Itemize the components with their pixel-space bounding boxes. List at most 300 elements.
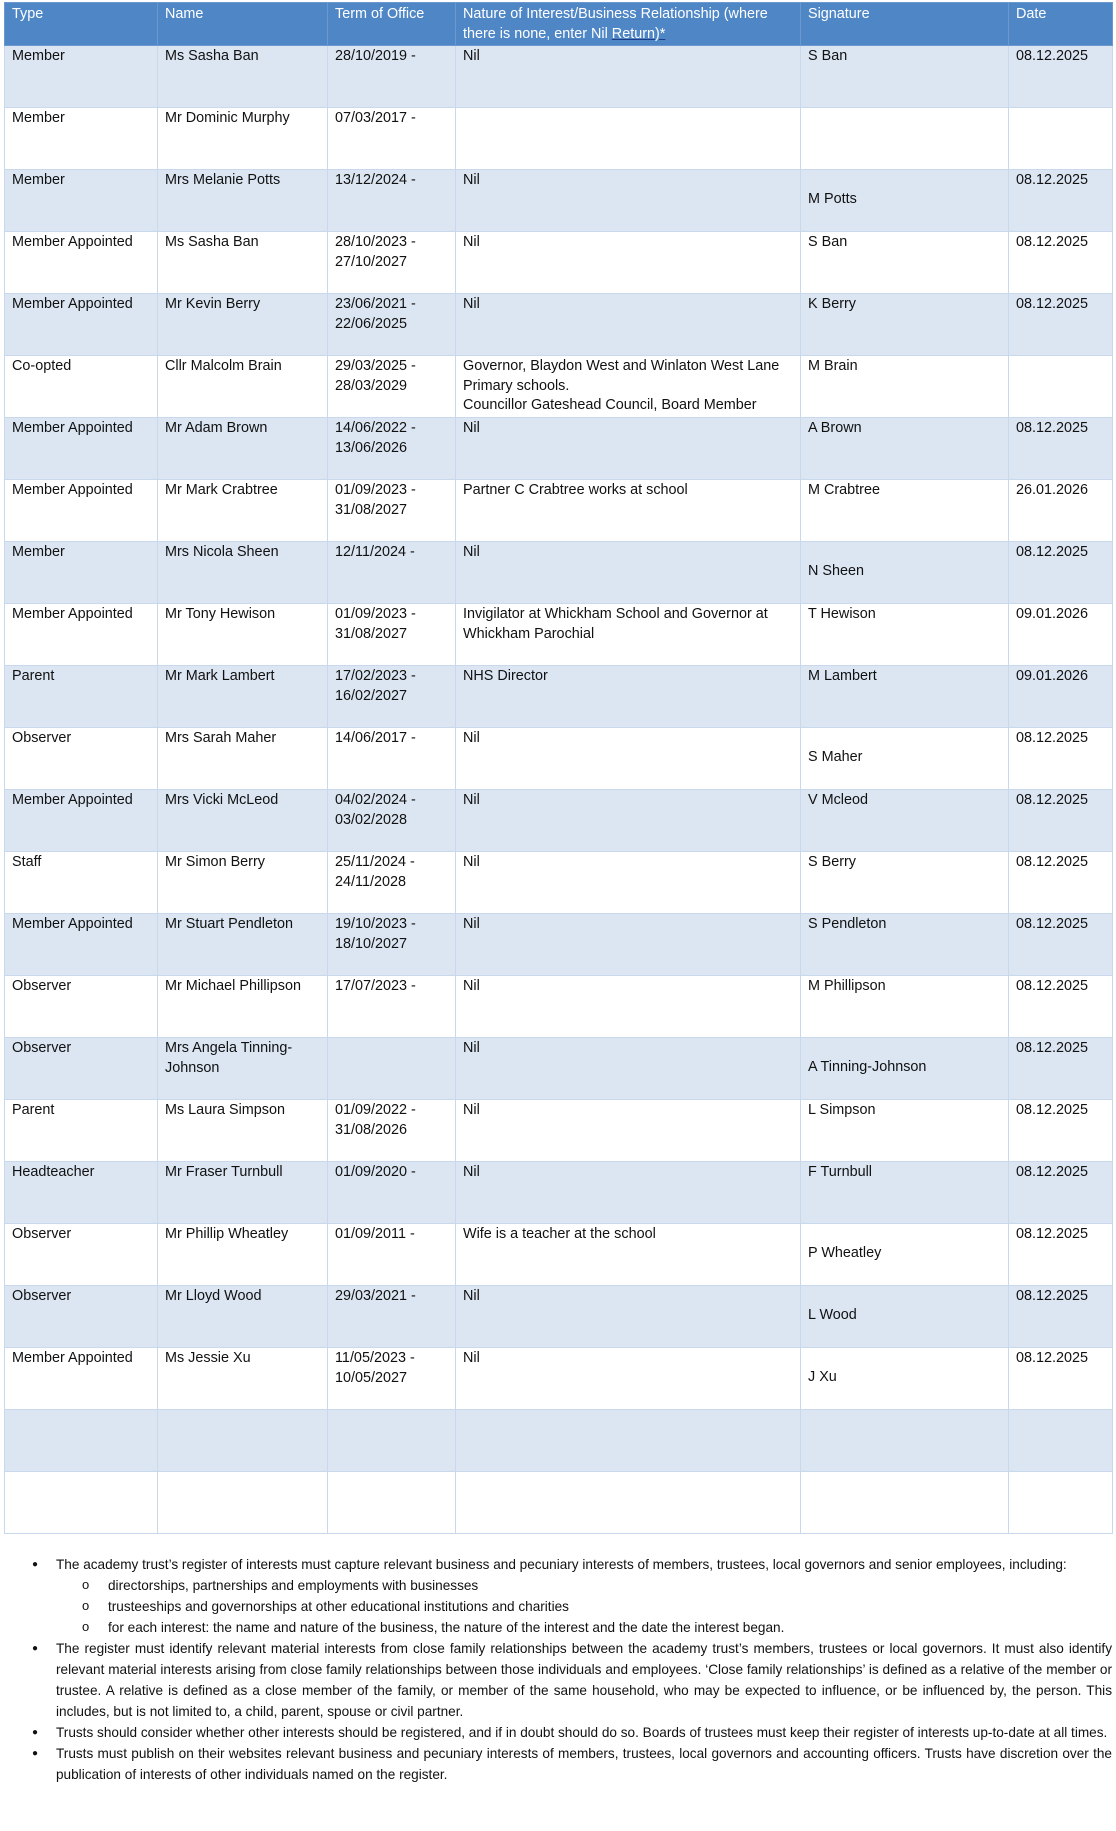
cell-nature-of-interest — [456, 1100, 801, 1162]
cell-date — [1009, 666, 1113, 728]
cell-type — [5, 1472, 158, 1534]
cell-name-text: Mr Tony Hewison — [165, 606, 276, 622]
cell-type-text: Member Appointed — [12, 296, 133, 312]
cell-nature-of-interest-text: Nil — [463, 1040, 480, 1056]
cell-type-text: Member Appointed — [12, 792, 133, 808]
cell-date-text: 08.12.2025 — [1016, 48, 1089, 64]
cell-signature-text: V Mcleod — [808, 792, 868, 808]
table-row — [5, 170, 1113, 232]
cell-nature-of-interest-text: Nil — [463, 48, 480, 64]
cell-type — [5, 294, 158, 356]
cell-name-text: Mr Stuart Pendleton — [165, 916, 293, 932]
note-text: The academy trust’s register of interests must capture relevant business and pecuniary interests of members, trustees, local governors and senior employees, including: — [56, 1557, 1067, 1572]
cell-type — [5, 418, 158, 480]
cell-name-text: Mrs Angela Tinning-Johnson — [165, 1040, 293, 1076]
note-item — [26, 1554, 1112, 1638]
cell-date — [1009, 542, 1113, 604]
cell-signature-text: M Phillipson — [808, 978, 886, 994]
cell-name — [158, 542, 328, 604]
cell-signature — [801, 1162, 1009, 1224]
cell-signature — [801, 914, 1009, 976]
header-name: Name — [158, 3, 328, 46]
cell-term-of-office — [328, 294, 456, 356]
cell-signature — [801, 418, 1009, 480]
cell-term-of-office — [328, 1162, 456, 1224]
note-item: ● Trusts should consider whether other interests should be registered, and if in doubt should do so. Boards of trustees must keep their register of interests up-to-date at all times. — [26, 1722, 1112, 1743]
cell-term-of-office-text: 25/11/2024 - 24/11/2028 — [335, 854, 415, 890]
cell-name — [158, 976, 328, 1038]
cell-term-of-office-text: 14/06/2022 - 13/06/2026 — [335, 420, 416, 456]
cell-name — [158, 852, 328, 914]
cell-name-text: Mr Mark Lambert — [165, 668, 275, 684]
cell-date-text: 08.12.2025 — [1016, 234, 1089, 250]
cell-date — [1009, 976, 1113, 1038]
cell-type-text: Member — [12, 48, 65, 64]
cell-name-text: Mrs Nicola Sheen — [165, 544, 279, 560]
cell-term-of-office-text: 17/07/2023 - — [335, 978, 416, 994]
cell-term-of-office — [328, 1348, 456, 1410]
cell-date — [1009, 108, 1113, 170]
cell-name-text: Mr Mark Crabtree — [165, 482, 278, 498]
cell-signature-text: L Simpson — [808, 1102, 876, 1118]
cell-signature — [801, 542, 1009, 604]
cell-name — [158, 170, 328, 232]
table-row — [5, 914, 1113, 976]
cell-term-of-office — [328, 1038, 456, 1100]
cell-date-text: 08.12.2025 — [1016, 916, 1089, 932]
cell-date — [1009, 46, 1113, 108]
cell-date — [1009, 418, 1113, 480]
table-row — [5, 418, 1113, 480]
cell-nature-of-interest — [456, 976, 801, 1038]
cell-nature-of-interest — [456, 170, 801, 232]
cell-name — [158, 1286, 328, 1348]
cell-type — [5, 666, 158, 728]
cell-date-text: 08.12.2025 — [1016, 296, 1089, 312]
cell-term-of-office — [328, 542, 456, 604]
cell-signature — [801, 728, 1009, 790]
header-nature-of-interest — [456, 3, 801, 46]
table-row — [5, 108, 1113, 170]
cell-type-text: Member — [12, 110, 65, 126]
cell-nature-of-interest — [456, 1472, 801, 1534]
cell-type-text: Co-opted — [12, 358, 72, 374]
table-header-row — [5, 3, 1113, 46]
cell-name-text: Ms Sasha Ban — [165, 48, 259, 64]
cell-type-text: Member Appointed — [12, 606, 133, 622]
note-item: ● The register must identify relevant material interests from close family relationships between the academy trust’s members, trustees or local governors. It must also identify relevant material interests arising from close family relationships between those individuals and employees. ‘Close family relationships’ is defined as a relative of the member or trustee. A relative is defined as a close member of the family, or member of the same household, who may be expected to influence, or be influenced by, the person. This includes, but is not limited to, a child, parent, spouse or civil partner. — [26, 1638, 1112, 1722]
table-row — [5, 1038, 1113, 1100]
cell-nature-of-interest — [456, 480, 801, 542]
cell-nature-of-interest-text: Nil — [463, 1288, 480, 1304]
cell-nature-of-interest-text: Nil — [463, 544, 480, 560]
cell-term-of-office — [328, 1224, 456, 1286]
cell-term-of-office-text: 13/12/2024 - — [335, 172, 416, 188]
cell-nature-of-interest-text: Nil — [463, 1102, 480, 1118]
cell-date — [1009, 728, 1113, 790]
header-type: Type — [5, 3, 158, 46]
cell-name-text: Mr Dominic Murphy — [165, 110, 290, 126]
cell-signature — [801, 1100, 1009, 1162]
table-row — [5, 1348, 1113, 1410]
cell-nature-of-interest-text: Nil — [463, 978, 480, 994]
cell-nature-of-interest — [456, 356, 801, 418]
cell-date — [1009, 294, 1113, 356]
cell-date-text: 08.12.2025 — [1016, 172, 1089, 188]
cell-signature — [801, 666, 1009, 728]
cell-name — [158, 790, 328, 852]
cell-term-of-office — [328, 1286, 456, 1348]
cell-type — [5, 604, 158, 666]
note-subitem: o for each interest: the name and nature of the business, the nature of the interest and the date the interest began. — [56, 1617, 1112, 1638]
cell-signature-text: M Potts — [808, 191, 857, 207]
cell-term-of-office-text: 29/03/2025 - 28/03/2029 — [335, 358, 416, 394]
cell-nature-of-interest-text: Nil — [463, 916, 480, 932]
cell-signature-text: A Tinning-Johnson — [808, 1059, 927, 1075]
cell-date-text: 08.12.2025 — [1016, 1226, 1089, 1242]
cell-nature-of-interest-text: Nil — [463, 730, 480, 746]
register-of-interests-table — [4, 2, 1113, 1534]
header-date: Date — [1009, 3, 1113, 46]
cell-date — [1009, 1410, 1113, 1472]
cell-name-text: Mr Simon Berry — [165, 854, 265, 870]
cell-signature — [801, 976, 1009, 1038]
cell-date — [1009, 790, 1113, 852]
cell-nature-of-interest — [456, 232, 801, 294]
cell-term-of-office — [328, 108, 456, 170]
cell-type — [5, 852, 158, 914]
cell-signature — [801, 480, 1009, 542]
cell-name — [158, 1410, 328, 1472]
cell-nature-of-interest-text: Nil — [463, 1350, 480, 1366]
cell-type — [5, 914, 158, 976]
cell-signature — [801, 1348, 1009, 1410]
table-row — [5, 232, 1113, 294]
cell-type-text: Observer — [12, 1040, 72, 1056]
cell-date-text: 08.12.2025 — [1016, 1040, 1089, 1056]
cell-name — [158, 1038, 328, 1100]
cell-date — [1009, 170, 1113, 232]
cell-type — [5, 542, 158, 604]
cell-type — [5, 976, 158, 1038]
cell-nature-of-interest — [456, 1224, 801, 1286]
cell-nature-of-interest — [456, 914, 801, 976]
cell-date-text: 08.12.2025 — [1016, 854, 1089, 870]
note-sublist — [56, 1575, 1112, 1638]
cell-signature — [801, 232, 1009, 294]
cell-date — [1009, 604, 1113, 666]
cell-date — [1009, 480, 1113, 542]
cell-term-of-office — [328, 1100, 456, 1162]
cell-name-text: Mr Lloyd Wood — [165, 1288, 262, 1304]
cell-nature-of-interest — [456, 604, 801, 666]
cell-nature-of-interest-text: Nil — [463, 172, 480, 188]
cell-name — [158, 1100, 328, 1162]
table-row — [5, 1100, 1113, 1162]
cell-nature-of-interest — [456, 728, 801, 790]
cell-term-of-office — [328, 170, 456, 232]
cell-term-of-office — [328, 418, 456, 480]
cell-type-text: Parent — [12, 668, 55, 684]
cell-nature-of-interest-text: Nil — [463, 792, 480, 808]
cell-type — [5, 1162, 158, 1224]
cell-term-of-office-text: 28/10/2023 - 27/10/2027 — [335, 234, 416, 270]
cell-term-of-office-text: 14/06/2017 - — [335, 730, 416, 746]
cell-signature — [801, 604, 1009, 666]
cell-signature — [801, 1410, 1009, 1472]
cell-date-text: 08.12.2025 — [1016, 730, 1089, 746]
cell-type — [5, 1100, 158, 1162]
cell-type-text: Staff — [12, 854, 42, 870]
cell-date — [1009, 914, 1113, 976]
cell-term-of-office-text: 07/03/2017 - — [335, 110, 416, 126]
cell-term-of-office — [328, 232, 456, 294]
note-subitem: o trusteeships and governorships at other educational institutions and charities — [56, 1596, 1112, 1617]
table-row — [5, 1162, 1113, 1224]
cell-term-of-office — [328, 1410, 456, 1472]
table-row — [5, 666, 1113, 728]
cell-type-text: Member Appointed — [12, 1350, 133, 1366]
cell-type-text: Member — [12, 544, 65, 560]
cell-nature-of-interest-text: Nil — [463, 854, 480, 870]
cell-nature-of-interest-text: Nil — [463, 234, 480, 250]
cell-type-text: Member Appointed — [12, 482, 133, 498]
cell-signature-text: M Lambert — [808, 668, 877, 684]
cell-name — [158, 728, 328, 790]
cell-nature-of-interest-text: NHS Director — [463, 668, 548, 684]
cell-name — [158, 480, 328, 542]
cell-type-text: Parent — [12, 1102, 55, 1118]
cell-signature — [801, 1224, 1009, 1286]
cell-date-text: 08.12.2025 — [1016, 1164, 1089, 1180]
cell-type-text: Observer — [12, 978, 72, 994]
cell-signature-text: S Maher — [808, 749, 863, 765]
table-row — [5, 852, 1113, 914]
cell-nature-of-interest-text: Wife is a teacher at the school — [463, 1226, 656, 1242]
cell-type-text: Observer — [12, 730, 72, 746]
cell-name-text: Mrs Melanie Potts — [165, 172, 281, 188]
cell-nature-of-interest — [456, 666, 801, 728]
table-row — [5, 1286, 1113, 1348]
cell-signature — [801, 170, 1009, 232]
cell-nature-of-interest-text: Nil — [463, 296, 480, 312]
table-row — [5, 542, 1113, 604]
cell-nature-of-interest-text: Nil — [463, 420, 480, 436]
cell-term-of-office-text: 01/09/2022 - 31/08/2026 — [335, 1102, 416, 1138]
cell-date-text: 08.12.2025 — [1016, 1350, 1089, 1366]
cell-name-text: Mr Phillip Wheatley — [165, 1226, 289, 1242]
cell-type — [5, 480, 158, 542]
header-term-of-office: Term of Office — [328, 3, 456, 46]
header-nature-text: Nature of Interest/Business Relationship (where there is none, enter Nil — [463, 6, 768, 42]
cell-term-of-office-text: 11/05/2023 - 10/05/2027 — [335, 1350, 415, 1386]
cell-signature-text: K Berry — [808, 296, 856, 312]
cell-name — [158, 232, 328, 294]
cell-date-text: 09.01.2026 — [1016, 606, 1089, 622]
cell-type — [5, 1038, 158, 1100]
table-row — [5, 790, 1113, 852]
cell-term-of-office — [328, 604, 456, 666]
cell-signature-text: T Hewison — [808, 606, 876, 622]
table-row — [5, 480, 1113, 542]
cell-type-text: Observer — [12, 1226, 72, 1242]
table-row — [5, 294, 1113, 356]
cell-date-text: 08.12.2025 — [1016, 978, 1089, 994]
cell-nature-of-interest-text: Partner C Crabtree works at school — [463, 482, 688, 498]
cell-name — [158, 294, 328, 356]
cell-term-of-office — [328, 480, 456, 542]
cell-date — [1009, 1162, 1113, 1224]
table-row — [5, 1410, 1113, 1472]
table-body — [5, 46, 1113, 1534]
cell-nature-of-interest — [456, 46, 801, 108]
cell-term-of-office — [328, 46, 456, 108]
cell-signature — [801, 1038, 1009, 1100]
cell-type — [5, 1224, 158, 1286]
header-signature: Signature — [801, 3, 1009, 46]
cell-term-of-office-text: 19/10/2023 - 18/10/2027 — [335, 916, 416, 952]
cell-name-text: Cllr Malcolm Brain — [165, 358, 282, 374]
cell-type-text: Observer — [12, 1288, 72, 1304]
cell-signature — [801, 46, 1009, 108]
cell-date — [1009, 1348, 1113, 1410]
cell-name — [158, 604, 328, 666]
cell-name — [158, 418, 328, 480]
cell-name — [158, 666, 328, 728]
cell-nature-of-interest — [456, 1286, 801, 1348]
cell-date-text: 08.12.2025 — [1016, 1288, 1089, 1304]
cell-nature-of-interest — [456, 1348, 801, 1410]
cell-nature-of-interest — [456, 108, 801, 170]
cell-signature — [801, 356, 1009, 418]
cell-nature-of-interest — [456, 294, 801, 356]
cell-signature-text: S Ban — [808, 48, 848, 64]
cell-date-text: 08.12.2025 — [1016, 420, 1089, 436]
cell-term-of-office — [328, 666, 456, 728]
cell-term-of-office-text: 01/09/2023 - 31/08/2027 — [335, 606, 416, 642]
cell-name — [158, 1162, 328, 1224]
cell-signature-text: S Ban — [808, 234, 848, 250]
cell-signature-text: P Wheatley — [808, 1245, 882, 1261]
cell-date-text: 08.12.2025 — [1016, 792, 1089, 808]
cell-name — [158, 1472, 328, 1534]
cell-nature-of-interest — [456, 1038, 801, 1100]
cell-signature-text: F Turnbull — [808, 1164, 872, 1180]
cell-name-text: Ms Sasha Ban — [165, 234, 259, 250]
cell-nature-of-interest — [456, 542, 801, 604]
note-subitem: o directorships, partnerships and employments with businesses — [56, 1575, 1112, 1596]
cell-date — [1009, 356, 1113, 418]
cell-date — [1009, 1224, 1113, 1286]
cell-nature-of-interest — [456, 1410, 801, 1472]
cell-type — [5, 1348, 158, 1410]
cell-name — [158, 1224, 328, 1286]
cell-date-text: 09.01.2026 — [1016, 668, 1089, 684]
cell-name-text: Mrs Sarah Maher — [165, 730, 277, 746]
cell-term-of-office — [328, 914, 456, 976]
cell-nature-of-interest-text: Nil — [463, 1164, 480, 1180]
table-row — [5, 976, 1113, 1038]
cell-signature-text: M Brain — [808, 358, 858, 374]
notes-list — [26, 1554, 1112, 1785]
cell-signature — [801, 108, 1009, 170]
cell-date-text: 26.01.2026 — [1016, 482, 1089, 498]
cell-type — [5, 232, 158, 294]
cell-nature-of-interest — [456, 790, 801, 852]
cell-term-of-office-text: 01/09/2011 - — [335, 1226, 415, 1242]
cell-signature-text: M Crabtree — [808, 482, 880, 498]
cell-term-of-office-text: 12/11/2024 - — [335, 544, 415, 560]
cell-date — [1009, 852, 1113, 914]
table-row — [5, 356, 1113, 418]
cell-term-of-office — [328, 852, 456, 914]
cell-type — [5, 108, 158, 170]
cell-name — [158, 46, 328, 108]
cell-nature-of-interest — [456, 418, 801, 480]
cell-type — [5, 790, 158, 852]
cell-nature-of-interest — [456, 1162, 801, 1224]
cell-name — [158, 914, 328, 976]
cell-signature-text: S Pendleton — [808, 916, 887, 932]
cell-signature-text: J Xu — [808, 1369, 837, 1385]
table-row — [5, 728, 1113, 790]
cell-name-text: Mr Kevin Berry — [165, 296, 261, 312]
cell-nature-of-interest — [456, 852, 801, 914]
cell-date-text: 08.12.2025 — [1016, 1102, 1089, 1118]
cell-date — [1009, 232, 1113, 294]
cell-signature-text: L Wood — [808, 1307, 857, 1323]
cell-name — [158, 108, 328, 170]
cell-term-of-office-text: 23/06/2021 - 22/06/2025 — [335, 296, 416, 332]
cell-signature-text: A Brown — [808, 420, 862, 436]
cell-type — [5, 728, 158, 790]
cell-date — [1009, 1100, 1113, 1162]
cell-name-text: Mr Fraser Turnbull — [165, 1164, 283, 1180]
cell-signature — [801, 1286, 1009, 1348]
table-row — [5, 46, 1113, 108]
cell-name-text: Mr Michael Phillipson — [165, 978, 301, 994]
cell-nature-of-interest-text: Invigilator at Whickham School and Governor at Whickham Parochial — [463, 606, 768, 642]
header-nature-link[interactable]: Return)* — [611, 25, 666, 42]
cell-type — [5, 1286, 158, 1348]
cell-nature-of-interest-text: Governor, Blaydon West and Winlaton West Lane Primary schools. Councillor Gateshead Council, Board Member — [463, 358, 780, 413]
cell-type — [5, 46, 158, 108]
cell-name-text: Mr Adam Brown — [165, 420, 268, 436]
cell-type-text: Member — [12, 172, 65, 188]
cell-name — [158, 1348, 328, 1410]
cell-term-of-office-text: 01/09/2020 - — [335, 1164, 416, 1180]
cell-term-of-office-text: 04/02/2024 - 03/02/2028 — [335, 792, 416, 828]
table-row — [5, 1472, 1113, 1534]
cell-name-text: Ms Laura Simpson — [165, 1102, 285, 1118]
cell-term-of-office — [328, 790, 456, 852]
cell-name-text: Mrs Vicki McLeod — [165, 792, 279, 808]
cell-type-text: Headteacher — [12, 1164, 95, 1180]
table-row — [5, 604, 1113, 666]
table-row — [5, 1224, 1113, 1286]
cell-term-of-office-text: 01/09/2023 - 31/08/2027 — [335, 482, 416, 518]
cell-signature — [801, 1472, 1009, 1534]
register-notes — [26, 1554, 1112, 1785]
note-item: ● Trusts must publish on their websites relevant business and pecuniary interests of members, trustees, local governors and accounting officers. Trusts have discretion over the publication of interests of other individuals named on the register. — [26, 1743, 1112, 1785]
cell-name — [158, 356, 328, 418]
cell-date — [1009, 1286, 1113, 1348]
cell-date — [1009, 1038, 1113, 1100]
cell-date-text: 08.12.2025 — [1016, 544, 1089, 560]
cell-signature — [801, 294, 1009, 356]
cell-term-of-office-text: 29/03/2021 - — [335, 1288, 416, 1304]
cell-term-of-office — [328, 976, 456, 1038]
